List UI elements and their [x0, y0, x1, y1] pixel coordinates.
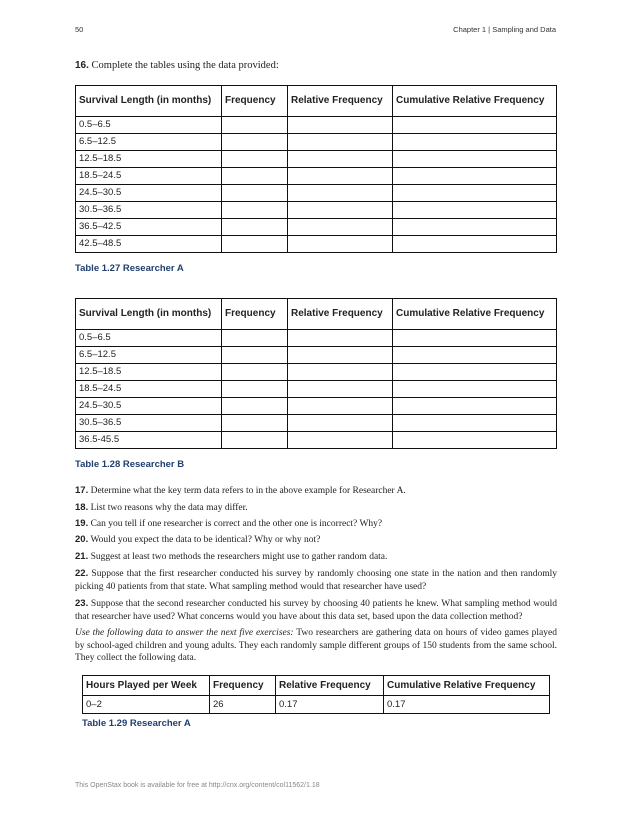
table-row	[76, 415, 557, 432]
empty-cell	[393, 151, 557, 168]
empty-cell	[393, 117, 557, 134]
table-row	[76, 134, 557, 151]
table-researcher-b	[75, 298, 557, 449]
interval-cell: 18.5–24.5	[76, 381, 222, 398]
interval-cell: 24.5–30.5	[76, 185, 222, 202]
col-header-frequency: Frequency	[222, 86, 288, 117]
interval-cell: 42.5–48.5	[76, 236, 222, 253]
question-16	[75, 60, 279, 71]
table-header-row	[76, 86, 557, 117]
empty-cell	[393, 381, 557, 398]
table-header-row	[76, 299, 557, 330]
interval-cell: 24.5–30.5	[76, 398, 222, 415]
question-number: 16.	[75, 60, 89, 71]
table-header-row	[83, 676, 550, 696]
interval-cell: 6.5–12.5	[76, 347, 222, 364]
question-text: Determine what the key term data refers to in the above example for Researcher A.	[90, 486, 406, 496]
table-caption-c: Table 1.29 Researcher A	[82, 718, 191, 729]
empty-cell	[222, 236, 288, 253]
empty-cell	[222, 202, 288, 219]
question-17	[75, 485, 557, 498]
col-header-survival-length: Survival Length (in months)	[76, 86, 222, 117]
question-number: 18.	[75, 502, 89, 513]
question-23	[75, 598, 557, 623]
question-text: Suppose that the second researcher conducted his survey by choosing 40 patients he knew. What sampling method would that researcher have used? What concerns would you have about this data set, based upon the data collection method?	[75, 599, 557, 622]
col-header-cumulative-relative-frequency: Cumulative Relative Frequency	[384, 676, 550, 696]
exercise-intro-text: Two researchers are gathering data on hours of video games played by school-aged children and young adults. They each randomly sample different groups of 150 students from the same school. They collect the following data.	[75, 628, 557, 663]
table-row	[76, 347, 557, 364]
empty-cell	[288, 381, 393, 398]
question-number: 19.	[75, 518, 89, 529]
empty-cell	[393, 398, 557, 415]
col-header-relative-frequency: Relative Frequency	[276, 676, 384, 696]
col-header-frequency: Frequency	[210, 676, 276, 696]
hours-cell: 0–2	[83, 696, 210, 714]
interval-cell: 0.5–6.5	[76, 330, 222, 347]
empty-cell	[288, 185, 393, 202]
empty-cell	[288, 236, 393, 253]
table-row	[76, 330, 557, 347]
col-header-survival-length: Survival Length (in months)	[76, 299, 222, 330]
interval-cell: 12.5–18.5	[76, 151, 222, 168]
table-row	[76, 398, 557, 415]
col-header-hours-played: Hours Played per Week	[83, 676, 210, 696]
empty-cell	[393, 330, 557, 347]
empty-cell	[222, 117, 288, 134]
question-text: Can you tell if one researcher is correct and the other one is incorrect? Why?	[90, 519, 383, 529]
col-header-frequency: Frequency	[222, 299, 288, 330]
empty-cell	[222, 219, 288, 236]
exercise-intro-lead: Use the following data to answer the next five exercises:	[75, 628, 294, 638]
empty-cell	[393, 168, 557, 185]
interval-cell: 36.5–42.5	[76, 219, 222, 236]
question-18	[75, 502, 557, 515]
interval-cell: 0.5–6.5	[76, 117, 222, 134]
question-20	[75, 534, 557, 547]
empty-cell	[222, 185, 288, 202]
question-number: 23.	[75, 598, 89, 609]
exercise-intro	[75, 627, 557, 665]
col-header-relative-frequency: Relative Frequency	[288, 86, 393, 117]
empty-cell	[288, 398, 393, 415]
interval-cell: 18.5–24.5	[76, 168, 222, 185]
empty-cell	[288, 415, 393, 432]
empty-cell	[288, 364, 393, 381]
question-number: 22.	[75, 568, 89, 579]
chapter-header: Chapter 1 | Sampling and Data	[453, 25, 556, 34]
empty-cell	[288, 202, 393, 219]
frequency-cell: 26	[210, 696, 276, 714]
question-text: Complete the tables using the data provided:	[91, 60, 279, 71]
table-caption-b: Table 1.28 Researcher B	[75, 459, 185, 470]
empty-cell	[393, 236, 557, 253]
interval-cell: 12.5–18.5	[76, 364, 222, 381]
table-caption-a: Table 1.27 Researcher A	[75, 263, 184, 274]
empty-cell	[288, 134, 393, 151]
empty-cell	[288, 219, 393, 236]
empty-cell	[222, 381, 288, 398]
table-row	[76, 364, 557, 381]
question-19	[75, 518, 557, 531]
footer-note: This OpenStax book is available for free at http://cnx.org/content/col11562/1.18	[75, 782, 320, 789]
empty-cell	[393, 202, 557, 219]
empty-cell	[222, 347, 288, 364]
empty-cell	[288, 151, 393, 168]
interval-cell: 30.5–36.5	[76, 202, 222, 219]
table-researcher-a	[75, 85, 557, 253]
empty-cell	[222, 432, 288, 449]
empty-cell	[222, 364, 288, 381]
table-row	[76, 219, 557, 236]
question-number: 17.	[75, 485, 89, 496]
empty-cell	[288, 330, 393, 347]
empty-cell	[393, 219, 557, 236]
table-row	[76, 236, 557, 253]
empty-cell	[288, 432, 393, 449]
table-row	[76, 168, 557, 185]
table-hours-played	[82, 675, 550, 714]
interval-cell: 36.5-45.5	[76, 432, 222, 449]
table-row	[83, 696, 550, 714]
empty-cell	[393, 185, 557, 202]
empty-cell	[288, 117, 393, 134]
cumulative-relative-frequency-cell: 0.17	[384, 696, 550, 714]
interval-cell: 30.5–36.5	[76, 415, 222, 432]
col-header-cumulative-relative-frequency: Cumulative Relative Frequency	[393, 299, 557, 330]
empty-cell	[222, 398, 288, 415]
empty-cell	[222, 330, 288, 347]
table-row	[76, 432, 557, 449]
empty-cell	[393, 432, 557, 449]
empty-cell	[222, 415, 288, 432]
empty-cell	[288, 168, 393, 185]
empty-cell	[288, 347, 393, 364]
relative-frequency-cell: 0.17	[276, 696, 384, 714]
question-21	[75, 551, 557, 564]
table-row	[76, 151, 557, 168]
table-row	[76, 202, 557, 219]
question-text: Suppose that the first researcher conducted his survey by randomly choosing one state in the nation and then randomly picking 40 patients from that state. What sampling method would that researcher have used?	[75, 569, 558, 592]
question-number: 21.	[75, 551, 89, 562]
question-number: 20.	[75, 534, 89, 545]
question-text: Suggest at least two methods the researchers might use to gather random data.	[90, 552, 388, 562]
page-number: 50	[75, 25, 84, 34]
empty-cell	[222, 168, 288, 185]
question-text: List two reasons why the data may differ.	[90, 503, 248, 513]
col-header-cumulative-relative-frequency: Cumulative Relative Frequency	[393, 86, 557, 117]
empty-cell	[393, 364, 557, 381]
empty-cell	[393, 134, 557, 151]
col-header-relative-frequency: Relative Frequency	[288, 299, 393, 330]
interval-cell: 6.5–12.5	[76, 134, 222, 151]
table-row	[76, 185, 557, 202]
empty-cell	[222, 151, 288, 168]
question-22	[75, 568, 557, 593]
empty-cell	[393, 415, 557, 432]
table-row	[76, 381, 557, 398]
table-row	[76, 117, 557, 134]
empty-cell	[393, 347, 557, 364]
question-text: Would you expect the data to be identical? Why or why not?	[90, 535, 321, 545]
empty-cell	[222, 134, 288, 151]
